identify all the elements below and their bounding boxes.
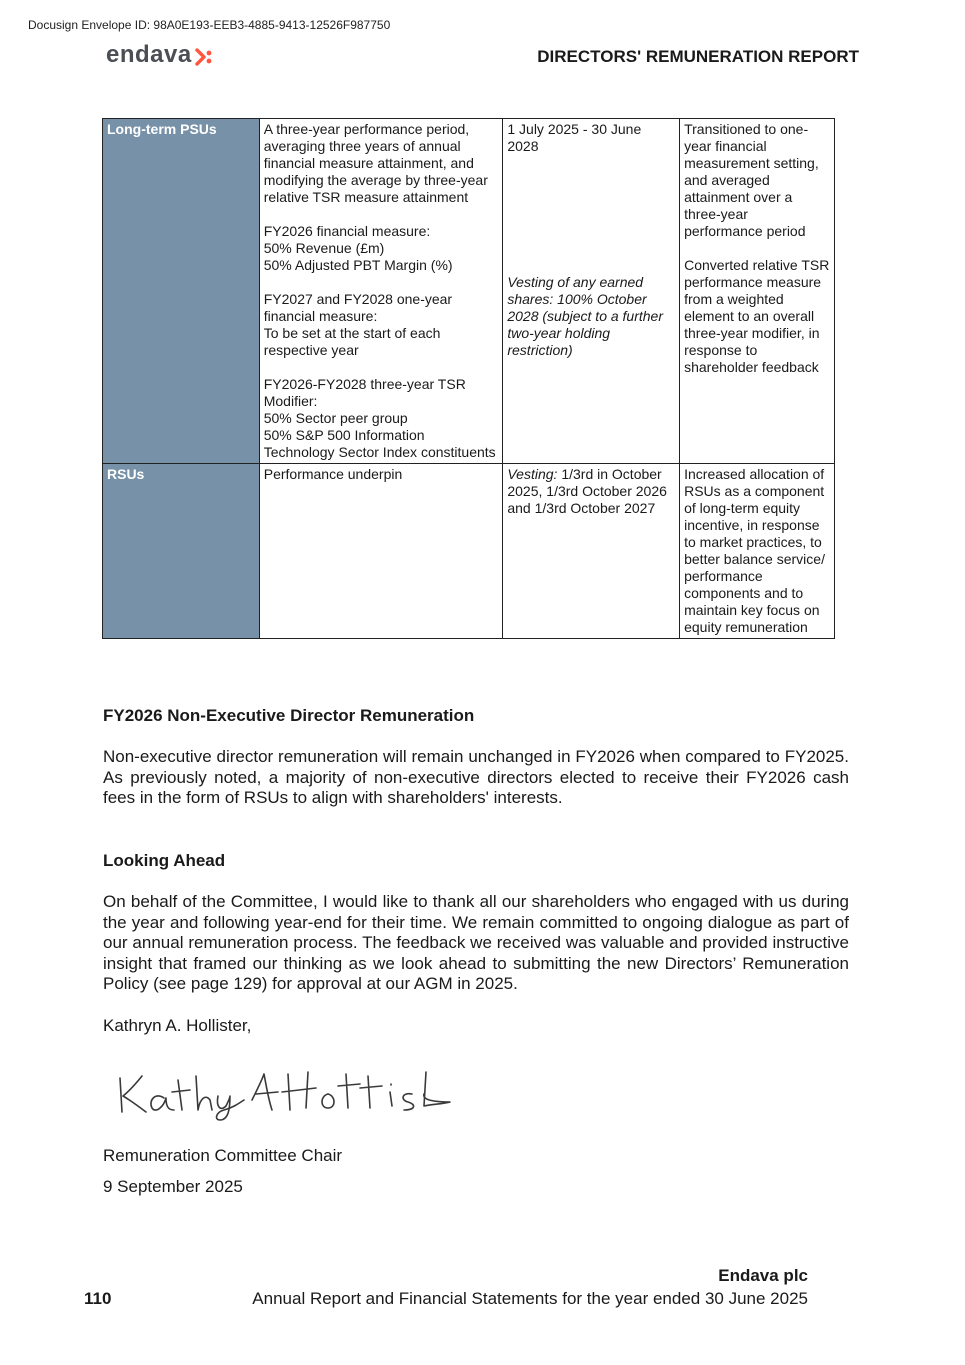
vesting-schedule: 1/3rd in October 2025, 1/3rd October 2026 and 1/3rd October 2027 xyxy=(507,466,667,516)
table-row xyxy=(103,464,835,639)
logo-wordmark: endava xyxy=(106,41,192,68)
tsr-sp500-weight: 50% S&P 500 Information Technology Sector Index constituents xyxy=(263,427,496,460)
change-note-2: Converted relative TSR performance measure from a weighted element to an overall three-year modifier, in response to shareholder feedback xyxy=(684,257,830,375)
ned-remuneration-paragraph: Non-executive director remuneration will remain unchanged in FY2026 when compared to FY2025. As previously noted, a majority of non-executive directors elected to receive their FY2026 cash fees in the form of RSUs to align with shareholders' interests. xyxy=(103,747,849,808)
vesting-label: Vesting: xyxy=(507,466,558,482)
footer-company: Endava plc xyxy=(718,1266,808,1285)
rsu-changes-cell: Increased allocation of RSUs as a component of long-term equity incentive, in response to market practices, to better balance service/ performance components and to maintain key focus on equity remuneration xyxy=(680,464,835,639)
performance-period: 1 July 2025 - 30 June 2028 xyxy=(507,121,642,154)
change-note-1: Transitioned to one-year financial measurement setting, and averaged attainment over a three-year performance period xyxy=(684,121,819,239)
period-vesting-cell xyxy=(503,119,680,464)
logo-mark-icon xyxy=(195,48,213,66)
endava-logo xyxy=(106,40,213,70)
signoff-date: 9 September 2025 xyxy=(103,1177,243,1196)
section-heading-looking-ahead: Looking Ahead xyxy=(103,851,226,870)
tsr-sector-peer-weight: 50% Sector peer group xyxy=(263,410,408,426)
page-number: 110 xyxy=(84,1289,112,1308)
performance-underpin-cell: Performance underpin xyxy=(259,464,503,639)
handwritten-signature xyxy=(112,1058,452,1122)
fy2026-revenue-weight: 50% Revenue (£m) xyxy=(263,240,385,256)
section-heading-ned-remuneration: FY2026 Non-Executive Director Remuneration xyxy=(103,706,475,725)
performance-measures-cell xyxy=(259,119,503,464)
docusign-envelope-id: Docusign Envelope ID: 98A0E193-EEB3-4885-9413-12526F987750 xyxy=(28,18,391,32)
incentive-table xyxy=(102,118,835,639)
vesting-note: Vesting of any earned shares: 100% October 2028 (subject to a further two-year holding restriction) xyxy=(507,274,664,358)
table-row xyxy=(103,119,835,464)
signatory-name: Kathryn A. Hollister, xyxy=(103,1016,252,1035)
fy2027-fy2028-measure-heading: FY2027 and FY2028 one-year financial measure: xyxy=(263,291,453,324)
fy2026-measure-heading: FY2026 financial measure: xyxy=(263,223,431,239)
tsr-modifier-heading: FY2026-FY2028 three-year TSR Modifier: xyxy=(263,376,466,409)
footer-document-title: Annual Report and Financial Statements for the year ended 30 June 2025 xyxy=(252,1289,808,1308)
row-header-rsus: RSUs xyxy=(103,464,260,639)
fy2026-pbt-weight: 50% Adjusted PBT Margin (%) xyxy=(263,257,453,273)
row-header-long-term-psus: Long-term PSUs xyxy=(103,119,260,464)
looking-ahead-paragraph: On behalf of the Committee, I would like to thank all our shareholders who engaged with us during the year and following year-end for their time. We remain committed to ongoing dialogue as part of our annual remuneration process. The feedback we received was valuable and provided instructive insight that framed our thinking as we look ahead to submitting the new Directors’ Remuneration Policy (see page 129) for approval at our AGM in 2025. xyxy=(103,892,849,994)
measure-description: A three-year performance period, averaging three years of annual financial measure attainment, and modifying the average by three-year relative TSR measure attainment xyxy=(263,121,488,205)
report-section-title: DIRECTORS' REMUNERATION REPORT xyxy=(537,47,859,66)
rsu-vesting-cell xyxy=(503,464,680,639)
signatory-role: Remuneration Committee Chair xyxy=(103,1146,343,1165)
changes-cell xyxy=(680,119,835,464)
fy2027-fy2028-measure-text: To be set at the start of each respective year xyxy=(263,325,441,358)
